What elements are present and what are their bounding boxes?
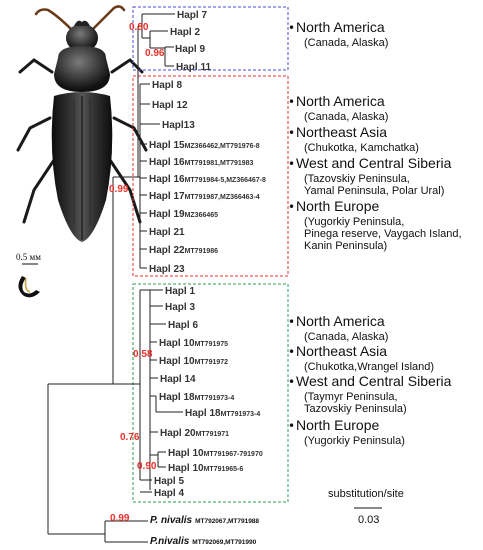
outgroup-tip-label [150,515,259,526]
region-name: North America [296,313,385,329]
tip-label [165,302,195,313]
region-entry [288,373,452,415]
tip-accession: MT791973-4 [194,395,235,402]
tip-name: Hapl 20 [160,428,196,439]
tip-name: Hapl 10 [159,338,195,349]
tip-label [170,27,200,38]
tip-name: Hapl 23 [149,264,185,275]
tip-label [177,10,207,21]
tip-name: Hapl 17 [149,191,185,202]
support-value: 0.99 [110,513,130,524]
tip-label [176,62,211,73]
region-name: Northeast Asia [296,343,388,359]
scale-bar-value: 0.03 [358,514,380,526]
region-annotations [288,19,462,447]
tip-label [159,392,234,403]
beetle-scale-label: 0.5 мм [16,252,41,262]
tip-name: Hapl 19 [149,209,185,220]
region-name: West and Central Siberia [296,155,452,171]
tip-name: Hapl 22 [149,245,185,256]
support-value: 0.99 [109,184,129,195]
region-name: North America [296,93,385,109]
tip-name: Hapl 2 [170,27,201,38]
tip-label [160,374,196,385]
bullet-icon: • [288,95,296,109]
support-value: 0.76 [120,432,140,443]
tip-accession: MT791967-791970 [203,451,263,458]
tip-accession: MT791987,MZ366463-4 [184,194,260,201]
bullet-icon: • [288,419,296,433]
tip-name: Hapl 11 [176,62,212,73]
tip-label [168,320,198,331]
tip-label [159,356,228,367]
tip-name: Hapl 18 [159,392,195,403]
tip-label [152,100,188,111]
support-value: 0.96 [145,48,165,59]
tip-accession: MT791973-4 [220,411,261,418]
region-entry [288,124,419,154]
outgroup-tip-accession: MT792069,MT791990 [192,539,257,546]
region-detail: Tazovskiy Peninsula) [304,403,407,415]
region-entry [288,343,434,373]
tip-label [159,338,228,349]
tip-label [154,488,184,499]
region-detail: (Chukotka,Wrangel Island) [304,361,435,373]
region-detail: Pinega reserve, Vaygach Island, [304,228,462,240]
bullet-icon: • [288,375,296,389]
tip-label [149,264,185,275]
region-detail: (Yugorkiy Peninsula) [304,435,405,447]
tip-label [149,209,218,220]
tip-name: Hapl 9 [175,44,206,55]
tip-name: Hapl 14 [160,374,196,385]
tip-name: Hapl 10 [168,463,204,474]
tip-label [149,140,260,151]
tip-labels [149,10,266,547]
scale-bar-unit: substitution/site [328,488,404,500]
region-detail: (Canada, Alaska) [304,111,389,123]
bullet-icon: • [288,315,296,329]
region-detail: (Taymyr Peninsula, [304,391,398,403]
tip-label [185,408,260,419]
tip-label [154,476,184,487]
tip-accession: MZ366465 [184,212,219,219]
tip-name: Hapl 16 [149,174,185,185]
tip-name: Hapl 12 [152,100,188,111]
region-detail: (Canada, Alaska) [304,37,389,49]
tip-label [165,286,195,297]
tip-accession: MT791975 [194,341,229,348]
tip-label [149,227,185,238]
region-detail: (Tazovskiy Peninsula, [304,173,410,185]
outgroup-tip-label [150,536,257,547]
tip-name: Hapl 10 [159,356,195,367]
tip-label [149,245,218,256]
tip-label [152,80,182,91]
tree-scale-bar [328,488,404,526]
outgroup-tip-accession: MT792067,MT791988 [195,518,260,525]
tip-name: Hapl 7 [177,10,208,21]
tip-label [168,463,243,474]
tip-accession: MT791986 [184,248,219,255]
tip-name: Hapl 15 [149,140,185,151]
tip-label [149,191,260,202]
tip-name: Hapl 3 [165,302,196,313]
tip-name: Hapl 16 [149,157,185,168]
tip-label [175,44,205,55]
tip-label [160,428,229,439]
region-detail: (Yugorkiy Peninsula, [304,216,405,228]
bullet-icon: • [288,200,296,214]
tip-label [149,157,254,168]
tip-name: Hapl 21 [149,227,185,238]
tip-name: Hapl 8 [152,80,183,91]
tip-name: Hapl13 [162,120,195,131]
bullet-icon: • [288,157,296,171]
region-name: North Europe [296,417,380,433]
support-value: 0.58 [133,349,153,360]
region-entry [288,313,388,343]
region-entry [288,19,388,49]
tip-label [149,174,266,185]
tip-name: Hapl 1 [165,286,196,297]
region-name: North America [296,19,385,35]
region-detail: Yamal Peninsula, Polar Ural) [304,185,445,197]
tip-accession: MT791984-5,MZ366467-8 [184,177,266,184]
region-entry [288,417,405,447]
tip-accession: MT791981,MT791983 [184,160,254,167]
region-detail: (Canada, Alaska) [304,331,389,343]
tip-accession: MT791972 [194,359,229,366]
beetle-illustration [16,6,146,297]
bullet-icon: • [288,21,296,35]
region-entry [288,93,388,123]
outgroup-tip-name: P. nivalis [150,515,193,526]
bullet-icon: • [288,345,296,359]
clade-box-top [133,7,288,70]
tip-name: Hapl 4 [154,488,185,499]
tip-accession: MZ366462,MT791976-8 [184,143,260,150]
support-value: 0.90 [137,461,157,472]
tip-accession: MT791971 [195,431,230,438]
region-name: West and Central Siberia [296,373,452,389]
tip-name: Hapl 18 [185,408,221,419]
region-detail: Kanin Peninsula) [304,240,388,252]
region-entry [288,155,452,197]
region-name: Northeast Asia [296,124,388,140]
tip-name: Hapl 10 [168,448,204,459]
bullet-icon: • [288,126,296,140]
tip-name: Hapl 5 [154,476,185,487]
outgroup-tip-name: P.nivalis [150,536,190,547]
tip-label [168,448,263,459]
support-value: 0.80 [129,22,149,33]
tip-label [162,120,195,131]
tip-accession: MT791965-6 [203,466,244,473]
region-entry [288,198,462,252]
tip-name: Hapl 6 [168,320,199,331]
region-name: North Europe [296,198,380,214]
region-detail: (Chukotka, Kamchatka) [304,142,419,154]
